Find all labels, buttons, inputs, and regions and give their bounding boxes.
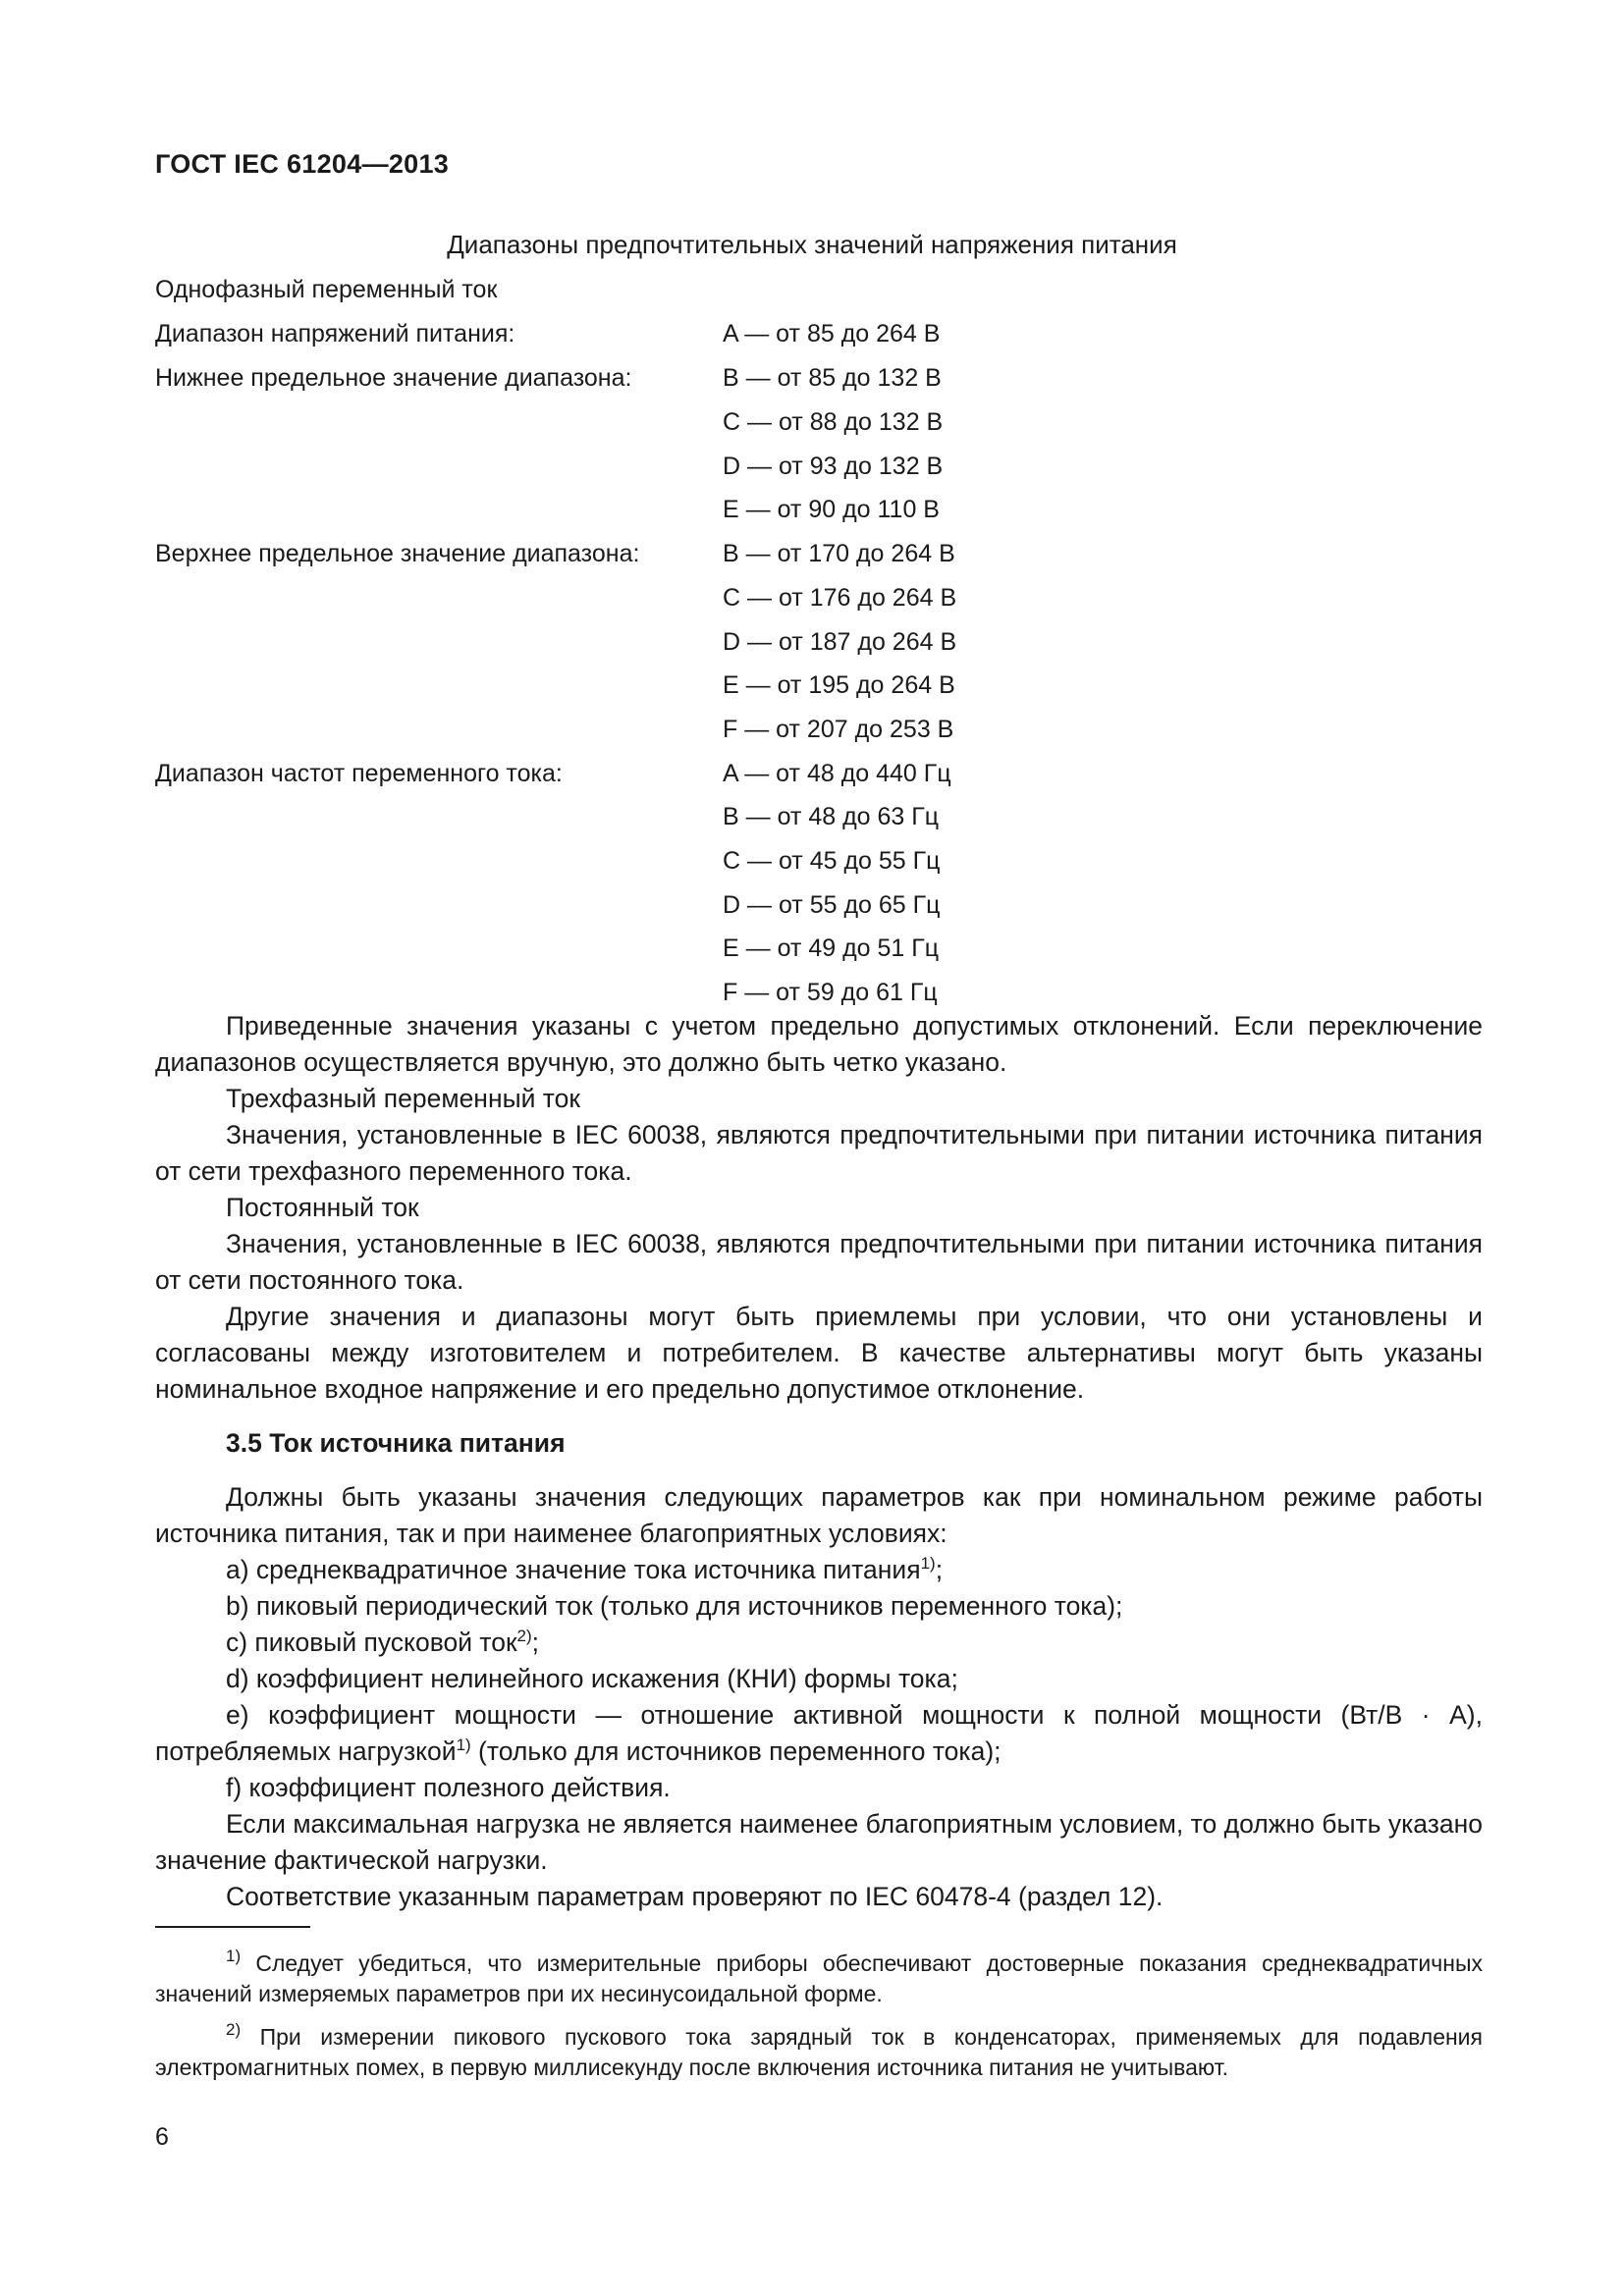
page-number: 6 bbox=[155, 2123, 169, 2151]
document-header: ГОСТ IEC 61204—2013 bbox=[155, 149, 450, 179]
section-intro: Должны быть указаны значения следующих параметров как при номинальном режиме работы источника питания, так и при наименее благоприятных условиях: bbox=[155, 1482, 1483, 1548]
range-value: E — от 195 до 264 В bbox=[723, 671, 955, 699]
range-value: E — от 49 до 51 Гц bbox=[723, 934, 940, 962]
range-value: B — от 48 до 63 Гц bbox=[723, 803, 940, 830]
range-value: B — от 170 до 264 В bbox=[723, 540, 955, 567]
footnote-text: При измерении пикового пускового тока зарядный ток в конденсаторах, применяемых для подавления электромагнитных помех, в первую миллисекунду после включения источника питания не учитывают. bbox=[155, 2024, 1483, 2080]
range-value: E — от 90 до 110 В bbox=[723, 496, 940, 523]
range-label: Диапазон напряжений питания: bbox=[155, 320, 515, 347]
dc-text: Значения, установленные в IEC 60038, являются предпочтительными при питании источника питания от сети постоянного тока. bbox=[155, 1229, 1483, 1295]
dc-heading: Постоянный ток bbox=[226, 1193, 419, 1222]
range-value: D — от 93 до 132 В bbox=[723, 453, 944, 480]
subtitle-single-phase: Однофазный переменный ток bbox=[155, 276, 498, 303]
range-label: Верхнее предельное значение диапазона: bbox=[155, 540, 640, 567]
section-heading-3-5: 3.5 Ток источника питания bbox=[226, 1428, 566, 1458]
three-phase-heading: Трехфазный переменный ток bbox=[226, 1084, 580, 1113]
footnote-2 bbox=[155, 2022, 1483, 2083]
list-item-f: f) коэффициент полезного действия. bbox=[226, 1773, 671, 1802]
body-text bbox=[155, 1008, 1483, 1915]
list-item-end: (только для источников переменного тока); bbox=[470, 1736, 1001, 1766]
range-label: Нижнее предельное значение диапазона: bbox=[155, 364, 632, 392]
range-value: C — от 88 до 132 В bbox=[723, 408, 944, 436]
range-value: D — от 187 до 264 В bbox=[723, 628, 957, 656]
three-phase-text: Значения, установленные в IEC 60038, являются предпочтительными при питании источника питания от сети трехфазного переменного тока. bbox=[155, 1120, 1483, 1186]
range-value: F — от 59 до 61 Гц bbox=[723, 979, 938, 1006]
footnote-ref: 1) bbox=[456, 1735, 471, 1754]
list-item-text: e) коэффициент мощности — отношение активной мощности к полной мощности (Вт/В · А), потребляемых нагрузкой bbox=[155, 1700, 1483, 1766]
range-value: F — от 207 до 253 В bbox=[723, 716, 954, 743]
list-item-end: ; bbox=[935, 1555, 944, 1584]
paragraph-ranges-note: Приведенные значения указаны с учетом предельно допустимых отклонений. Если переключение диапазонов осуществляется вручную, это должно быть четко указано. bbox=[155, 1011, 1483, 1077]
list-item-c bbox=[155, 1625, 1483, 1661]
footnote-ref: 2) bbox=[516, 1627, 532, 1645]
list-item-a bbox=[155, 1552, 1483, 1588]
other-values-text: Другие значения и диапазоны могут быть приемлемы при условии, что они установлены и согласованы между изготовителем и потребителем. В качестве альтернативы могут быть указаны номинальное входное напряжение и его предельно допустимое отклонение. bbox=[155, 1302, 1483, 1404]
list-item-e bbox=[155, 1697, 1483, 1770]
range-value: C — от 176 до 264 В bbox=[723, 584, 957, 612]
list-item-b: b) пиковый периодический ток (только для источников переменного тока); bbox=[226, 1591, 1123, 1621]
footnote-separator bbox=[155, 1926, 310, 1928]
footnote-mark: 2) bbox=[226, 2020, 242, 2039]
section-title: Диапазоны предпочтительных значений напряжения питания bbox=[447, 230, 1177, 259]
range-value: A — от 48 до 440 Гц bbox=[723, 760, 951, 787]
range-value: A — от 85 до 264 В bbox=[723, 320, 941, 347]
list-item-end: ; bbox=[531, 1628, 540, 1657]
list-item-text: a) среднеквадратичное значение тока источника питания bbox=[226, 1555, 921, 1584]
list-item-text: c) пиковый пусковой ток bbox=[226, 1628, 517, 1657]
footnote-ref: 1) bbox=[920, 1554, 936, 1573]
conformity-text: Соответствие указанным параметрам проверяют по IEC 60478-4 (раздел 12). bbox=[226, 1882, 1164, 1911]
list-item-d: d) коэффициент нелинейного искажения (КНИ) формы тока; bbox=[226, 1664, 958, 1693]
footnote-text: Следует убедиться, что измерительные приборы обеспечивают достоверные показания среднеквадратичных значений измеряемых параметров при их несинусоидальной форме. bbox=[155, 1950, 1483, 2006]
range-label: Диапазон частот переменного тока: bbox=[155, 760, 563, 787]
footnote-mark: 1) bbox=[226, 1947, 242, 1965]
footnote-1 bbox=[155, 1949, 1483, 2009]
max-load-text: Если максимальная нагрузка не является наименее благоприятным условием, то должно быть указано значение фактической нагрузки. bbox=[155, 1809, 1483, 1875]
range-value: C — от 45 до 55 Гц bbox=[723, 847, 941, 875]
range-value: D — от 55 до 65 Гц bbox=[723, 891, 941, 919]
range-value: B — от 85 до 132 В bbox=[723, 364, 942, 392]
